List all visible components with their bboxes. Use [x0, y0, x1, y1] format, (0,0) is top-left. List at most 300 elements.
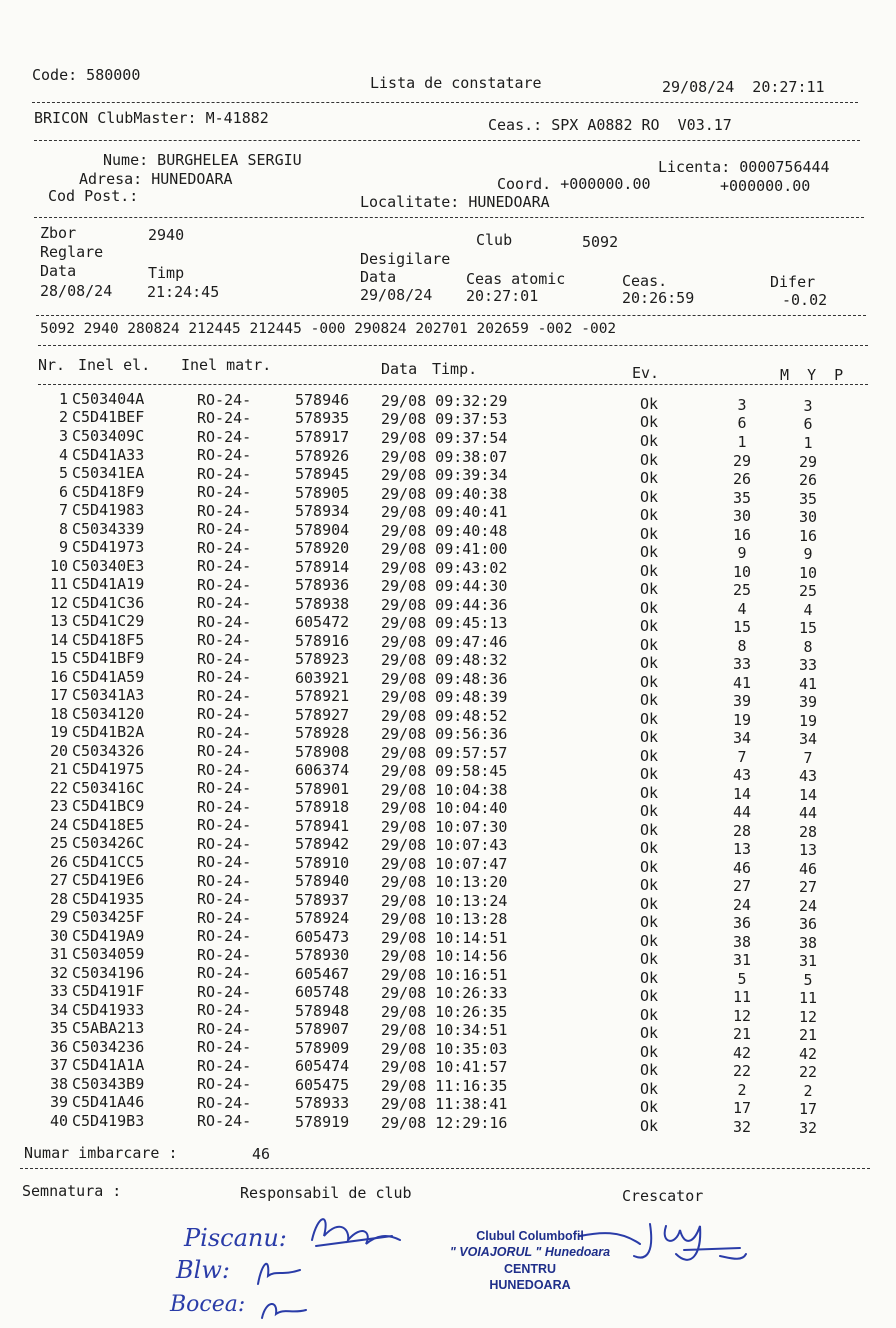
- ring-prefix: RO-24-: [197, 464, 252, 483]
- event-status: Ok: [640, 1005, 659, 1024]
- arrival-datetime: 29/08 09:56:36: [381, 725, 508, 744]
- ring-number: 578908: [295, 742, 350, 761]
- arrival-datetime: 29/08 09:44:36: [381, 595, 508, 614]
- event-status: Ok: [640, 543, 659, 562]
- ring-electronic: C5D418E5: [72, 815, 145, 834]
- ring-electronic: C5D41A46: [72, 1093, 145, 1112]
- rank-y: 27: [798, 878, 818, 897]
- row-number: 32: [49, 963, 68, 982]
- rank-y: 21: [798, 1026, 818, 1045]
- rank-y: 19: [798, 711, 818, 730]
- row-number: 37: [49, 1056, 68, 1075]
- arrival-datetime: 29/08 09:44:30: [381, 577, 508, 596]
- ring-prefix: RO-24-: [197, 501, 252, 520]
- ring-prefix: RO-24-: [197, 982, 252, 1001]
- rank-y: 22: [798, 1063, 818, 1082]
- event-status: Ok: [640, 672, 659, 691]
- rank-m: 36: [732, 914, 752, 933]
- row-number: 6: [58, 482, 68, 501]
- ring-prefix: RO-24-: [197, 575, 252, 594]
- rank-m: 16: [732, 525, 752, 544]
- owner-postcode: Cod Post.:: [48, 187, 139, 205]
- col-data: Data: [381, 360, 418, 378]
- rank-m: 26: [732, 470, 752, 489]
- atomic-clock-label: Ceas atomic: [466, 270, 566, 288]
- ring-electronic: C5D41B2A: [72, 723, 145, 742]
- ring-electronic: C5D4191F: [72, 982, 145, 1001]
- ring-prefix: RO-24-: [197, 408, 252, 427]
- rank-y: 31: [798, 952, 818, 971]
- owner-name: Nume: BURGHELEA SERGIU: [103, 151, 302, 169]
- rank-y: 34: [798, 730, 818, 749]
- ring-electronic: C503426C: [72, 834, 145, 853]
- stamp-line-1: Clubul Columbofil: [476, 1229, 584, 1243]
- event-status: Ok: [640, 950, 659, 969]
- ring-electronic: C5D41933: [72, 1000, 145, 1019]
- arrival-datetime: 29/08 10:07:30: [381, 817, 508, 836]
- row-number: 23: [49, 797, 68, 816]
- rank-m: 9: [737, 544, 747, 563]
- ring-prefix: RO-24-: [197, 908, 252, 927]
- rank-m: 39: [732, 692, 752, 711]
- row-number: 5: [58, 464, 68, 483]
- ring-number: 578935: [295, 409, 350, 428]
- ring-electronic: C503416C: [72, 778, 145, 797]
- ring-number: 578940: [295, 872, 350, 891]
- desigilare-date: 29/08/24: [360, 286, 433, 304]
- ring-electronic: C5034339: [72, 519, 145, 538]
- rank-y: 2: [803, 1081, 813, 1100]
- arrival-datetime: 29/08 11:38:41: [381, 1095, 508, 1114]
- rank-y: 13: [798, 841, 818, 860]
- ring-electronic: C5D41CC5: [72, 852, 145, 871]
- row-number: 25: [49, 834, 68, 853]
- rank-y: 14: [798, 785, 818, 804]
- rank-m: 3: [737, 396, 747, 414]
- arrival-datetime: 29/08 09:48:39: [381, 688, 508, 707]
- rank-m: 8: [737, 636, 747, 655]
- ring-number: 578920: [295, 539, 350, 558]
- ring-number: 578919: [295, 1112, 350, 1131]
- ring-electronic: C5D418F5: [72, 630, 145, 649]
- rank-m: 13: [732, 840, 752, 859]
- handwritten-name-3: Bocea:: [170, 1292, 246, 1317]
- ring-prefix: RO-24-: [197, 668, 252, 687]
- col-myp: M Y P: [780, 366, 844, 384]
- row-number: 9: [58, 538, 68, 557]
- row-number: 17: [49, 686, 68, 705]
- ring-number: 578904: [295, 520, 350, 539]
- rank-y: 43: [798, 767, 818, 786]
- desigilare-date-label: Data: [360, 268, 397, 286]
- rank-y: 8: [803, 637, 813, 656]
- arrival-datetime: 29/08 11:16:35: [381, 1076, 508, 1095]
- event-status: Ok: [640, 635, 659, 654]
- reglare-label: Reglare: [40, 243, 104, 261]
- event-status: Ok: [640, 524, 659, 543]
- rank-m: 22: [732, 1062, 752, 1081]
- row-number: 3: [58, 427, 68, 445]
- rank-m: 4: [737, 599, 747, 618]
- owner-locality: Localitate: HUNEDOARA: [360, 193, 550, 211]
- ring-electronic: C5D419B3: [72, 1111, 145, 1130]
- row-number: 7: [58, 501, 68, 520]
- rank-m: 46: [732, 858, 752, 877]
- row-number: 15: [49, 649, 68, 668]
- ring-number: 578930: [295, 946, 350, 965]
- ring-electronic: C50343B9: [72, 1074, 145, 1093]
- rank-y: 33: [798, 656, 818, 675]
- rank-y: 42: [798, 1044, 818, 1063]
- event-status: Ok: [640, 1042, 659, 1061]
- signature-scribble-3: [262, 1304, 306, 1318]
- ring-number: 578907: [295, 1020, 350, 1039]
- code-label: Code: 580000: [32, 66, 141, 84]
- rank-y: 35: [798, 489, 818, 508]
- rank-y: 11: [798, 989, 818, 1008]
- boarded-count: 46: [252, 1145, 271, 1163]
- signature-scribble-2: [258, 1264, 300, 1284]
- ring-electronic: C5D41C36: [72, 593, 145, 612]
- ring-number: 578941: [295, 816, 350, 835]
- event-status: Ok: [640, 820, 659, 839]
- ring-prefix: RO-24-: [197, 779, 252, 798]
- ring-number: 578918: [295, 798, 350, 817]
- ring-prefix: RO-24-: [197, 871, 252, 890]
- ring-number: 578914: [295, 557, 350, 576]
- rank-m: 12: [732, 1006, 752, 1025]
- print-datetime: 29/08/24 20:27:11: [662, 78, 825, 96]
- ring-prefix: RO-24-: [197, 631, 252, 650]
- rank-m: 6: [737, 414, 747, 433]
- ring-number: 605748: [295, 983, 350, 1002]
- row-number: 13: [49, 612, 68, 631]
- rank-y: 41: [798, 674, 818, 693]
- ring-electronic: C5034326: [72, 741, 145, 760]
- ring-prefix: RO-24-: [197, 483, 252, 502]
- rank-m: 38: [732, 932, 752, 951]
- event-status: Ok: [640, 802, 659, 821]
- ring-prefix: RO-24-: [197, 964, 252, 983]
- ring-prefix: RO-24-: [197, 1112, 252, 1131]
- arrival-datetime: 29/08 09:47:46: [381, 632, 508, 651]
- event-status: Ok: [640, 765, 659, 784]
- ring-prefix: RO-24-: [197, 834, 252, 853]
- event-status: Ok: [640, 913, 659, 932]
- event-status: Ok: [640, 876, 659, 895]
- event-status: Ok: [640, 395, 659, 413]
- rank-y: 1: [803, 434, 813, 452]
- ring-electronic: C5D41A1A: [72, 1056, 145, 1075]
- ring-prefix: RO-24-: [197, 594, 252, 613]
- rank-y: 30: [798, 508, 818, 527]
- ring-prefix: RO-24-: [197, 927, 252, 946]
- ring-prefix: RO-24-: [197, 1019, 252, 1038]
- rank-m: 33: [732, 655, 752, 674]
- row-number: 19: [49, 723, 68, 742]
- ring-electronic: C5D41A19: [72, 575, 145, 594]
- ring-prefix: RO-24-: [197, 1093, 252, 1112]
- ring-electronic: C5D41BF9: [72, 649, 145, 668]
- event-status: Ok: [640, 728, 659, 747]
- event-status: Ok: [640, 1116, 659, 1135]
- rank-y: 39: [798, 693, 818, 712]
- row-number: 26: [49, 852, 68, 871]
- row-number: 2: [58, 408, 68, 427]
- ring-prefix: RO-24-: [197, 446, 252, 465]
- ring-number: 578937: [295, 890, 350, 909]
- arrival-datetime: 29/08 12:29:16: [381, 1113, 508, 1132]
- ring-prefix: RO-24-: [197, 686, 252, 705]
- rank-y: 38: [798, 933, 818, 952]
- ring-prefix: RO-24-: [197, 520, 252, 539]
- ring-prefix: RO-24-: [197, 853, 252, 872]
- ring-number: 578948: [295, 1001, 350, 1020]
- arrival-datetime: 29/08 10:13:28: [381, 910, 508, 929]
- clubmaster-label: BRICON ClubMaster: M-41882: [34, 109, 269, 127]
- flight-label: Zbor: [40, 224, 77, 242]
- ring-prefix: RO-24-: [197, 1075, 252, 1094]
- rank-y: 29: [798, 452, 818, 471]
- arrival-datetime: 29/08 09:40:48: [381, 521, 508, 540]
- clock-time: 20:26:59: [622, 289, 695, 307]
- reglare-time-label: Timp: [148, 264, 185, 282]
- ring-prefix: RO-24-: [197, 760, 252, 779]
- ring-number: 578924: [295, 909, 350, 928]
- event-status: Ok: [640, 598, 659, 617]
- ring-prefix: RO-24-: [197, 742, 252, 761]
- row-number: 35: [49, 1019, 68, 1038]
- rank-m: 21: [732, 1025, 752, 1044]
- ring-number: 605474: [295, 1057, 350, 1076]
- reglare-date-label: Data: [40, 262, 77, 280]
- ring-number: 578926: [295, 446, 350, 465]
- document-title: Lista de constatare: [370, 74, 542, 92]
- ring-number: 578946: [295, 391, 350, 409]
- arrival-datetime: 29/08 09:37:53: [381, 410, 508, 429]
- ring-prefix: RO-24-: [197, 538, 252, 557]
- event-status: Ok: [640, 839, 659, 858]
- col-nr: Nr.: [38, 356, 66, 374]
- event-status: Ok: [640, 580, 659, 599]
- rank-y: 15: [798, 619, 818, 638]
- row-number: 29: [49, 908, 68, 927]
- arrival-datetime: 29/08 09:41:00: [381, 540, 508, 559]
- event-status: Ok: [640, 1098, 659, 1117]
- rank-y: 44: [798, 804, 818, 823]
- atomic-clock-time: 20:27:01: [466, 287, 539, 305]
- club-responsible-label: Responsabil de club: [240, 1184, 412, 1202]
- arrival-datetime: 29/08 09:39:34: [381, 466, 508, 485]
- ring-number: 605472: [295, 613, 350, 632]
- arrival-datetime: 29/08 09:57:57: [381, 743, 508, 762]
- arrival-datetime: 29/08 10:07:43: [381, 836, 508, 855]
- rank-y: 17: [798, 1100, 818, 1119]
- rank-y: 32: [798, 1118, 818, 1137]
- rank-m: 34: [732, 729, 752, 748]
- arrival-datetime: 29/08 10:26:35: [381, 1002, 508, 1021]
- boarded-label: Numar imbarcare :: [24, 1144, 178, 1162]
- rank-m: 31: [732, 951, 752, 970]
- ring-number: 578938: [295, 594, 350, 613]
- clock-label: Ceas.: SPX A0882 RO V03.17: [488, 116, 732, 134]
- row-number: 10: [49, 556, 68, 575]
- ring-prefix: RO-24-: [197, 1038, 252, 1057]
- arrival-datetime: 29/08 09:40:38: [381, 484, 508, 503]
- ring-electronic: C5D41A33: [72, 445, 145, 464]
- ring-electronic: C5D419A9: [72, 926, 145, 945]
- event-status: Ok: [640, 783, 659, 802]
- rank-m: 11: [732, 988, 752, 1007]
- reglare-date: 28/08/24: [40, 282, 113, 300]
- ring-prefix: RO-24-: [197, 705, 252, 724]
- event-status: Ok: [640, 413, 659, 432]
- ring-prefix: RO-24-: [197, 612, 252, 631]
- row-number: 12: [49, 593, 68, 612]
- row-number: 38: [49, 1074, 68, 1093]
- ring-prefix: RO-24-: [197, 816, 252, 835]
- row-number: 18: [49, 704, 68, 723]
- arrival-datetime: 29/08 09:38:07: [381, 447, 508, 466]
- owner-coord-2: +000000.00: [720, 177, 811, 195]
- signature-scribble-breeder: [634, 1224, 746, 1260]
- stamp-line-3: CENTRU: [503, 1261, 557, 1276]
- handwritten-name-1: Piscanu:: [184, 1224, 287, 1252]
- ring-number: 605467: [295, 964, 350, 983]
- rank-m: 5: [737, 969, 747, 988]
- ring-prefix: RO-24-: [197, 390, 252, 409]
- ring-electronic: C503425F: [72, 908, 145, 927]
- rank-y: 4: [803, 600, 813, 619]
- rank-y: 6: [803, 415, 813, 434]
- ring-number: 578945: [295, 465, 350, 484]
- rank-m: 7: [737, 747, 747, 766]
- rank-y: 3: [803, 397, 813, 415]
- rank-y: 16: [798, 526, 818, 545]
- ring-number: 578942: [295, 835, 350, 854]
- ring-number: 578923: [295, 650, 350, 669]
- stamp-line-4: HUNEDOARA: [489, 1277, 571, 1292]
- ring-number: 578934: [295, 502, 350, 521]
- arrival-datetime: 29/08 10:16:51: [381, 965, 508, 984]
- ring-electronic: C50341EA: [72, 464, 145, 483]
- event-status: Ok: [640, 469, 659, 488]
- clock-label-2: Ceas.: [622, 272, 668, 290]
- rank-y: 46: [798, 859, 818, 878]
- ring-electronic: C5D41C29: [72, 612, 145, 631]
- ring-electronic: C5D41BC9: [72, 797, 145, 816]
- rank-m: 44: [732, 803, 752, 822]
- rank-y: 25: [798, 582, 818, 601]
- rank-m: 29: [732, 451, 752, 470]
- rank-m: 2: [737, 1080, 747, 1099]
- rank-m: 32: [732, 1117, 752, 1136]
- arrival-datetime: 29/08 09:45:13: [381, 614, 508, 633]
- rank-m: 1: [737, 433, 747, 451]
- owner-license: Licenta: 0000756444: [658, 158, 830, 176]
- ring-number: 605473: [295, 927, 350, 946]
- ring-number: 578910: [295, 853, 350, 872]
- ring-electronic: C5D41975: [72, 760, 145, 779]
- ring-electronic: C5D41BEF: [72, 408, 145, 427]
- ring-electronic: C5D41935: [72, 889, 145, 908]
- rank-y: 26: [798, 471, 818, 490]
- event-status: Ok: [640, 857, 659, 876]
- breeder-label: Crescator: [622, 1187, 704, 1205]
- rank-m: 30: [732, 507, 752, 526]
- col-ev: Ev.: [632, 364, 660, 382]
- arrival-datetime: 29/08 10:04:40: [381, 799, 508, 818]
- ring-number: 578927: [295, 705, 350, 724]
- club-label: Club: [476, 231, 513, 249]
- ring-electronic: C5034196: [72, 963, 145, 982]
- row-number: 28: [49, 889, 68, 908]
- rank-m: 35: [732, 488, 752, 507]
- arrival-datetime: 29/08 10:13:24: [381, 891, 508, 910]
- arrival-datetime: 29/08 10:13:20: [381, 873, 508, 892]
- arrival-datetime: 29/08 09:48:52: [381, 706, 508, 725]
- event-status: Ok: [640, 1079, 659, 1098]
- row-number: 14: [49, 630, 68, 649]
- row-number: 36: [49, 1037, 68, 1056]
- rank-y: 24: [798, 896, 818, 915]
- row-number: 30: [49, 926, 68, 945]
- event-status: Ok: [640, 746, 659, 765]
- owner-address: Adresa: HUNEDOARA: [79, 170, 233, 188]
- event-status: Ok: [640, 617, 659, 636]
- rank-m: 14: [732, 784, 752, 803]
- event-status: Ok: [640, 1024, 659, 1043]
- event-status: Ok: [640, 987, 659, 1006]
- ring-number: 578905: [295, 483, 350, 502]
- arrival-datetime: 29/08 10:41:57: [381, 1058, 508, 1077]
- desigilare-label: Desigilare: [360, 250, 451, 268]
- row-number: 16: [49, 667, 68, 686]
- event-status: Ok: [640, 487, 659, 506]
- ring-number: 578921: [295, 687, 350, 706]
- ring-number: 578928: [295, 724, 350, 743]
- ring-electronic: C5D418F9: [72, 482, 145, 501]
- summary-line: 5092 2940 280824 212445 212445 -000 290824 202701 202659 -002 -002: [40, 321, 617, 337]
- col-timp: Timp.: [432, 360, 478, 378]
- ring-prefix: RO-24-: [197, 890, 252, 909]
- event-status: Ok: [640, 654, 659, 673]
- event-status: Ok: [640, 506, 659, 525]
- owner-coord-1: Coord. +000000.00: [497, 175, 651, 193]
- arrival-datetime: 29/08 09:32:29: [381, 392, 508, 410]
- arrival-datetime: 29/08 09:37:54: [381, 429, 508, 447]
- ring-electronic: C5D41A59: [72, 667, 145, 686]
- row-number: 31: [49, 945, 68, 964]
- ring-number: 603921: [295, 668, 350, 687]
- rank-y: 12: [798, 1007, 818, 1026]
- club-stamp: [430, 1228, 630, 1293]
- row-number: 34: [49, 1000, 68, 1019]
- ring-prefix: RO-24-: [197, 557, 252, 576]
- arrival-datetime: 29/08 10:35:03: [381, 1039, 508, 1058]
- arrival-datetime: 29/08 10:34:51: [381, 1021, 508, 1040]
- rank-m: 42: [732, 1043, 752, 1062]
- rank-m: 24: [732, 895, 752, 914]
- row-number: 21: [49, 760, 68, 779]
- rank-m: 25: [732, 581, 752, 600]
- col-inel-el: Inel el.: [78, 356, 151, 374]
- flight-number: 2940: [148, 226, 185, 244]
- ring-electronic: C5D41973: [72, 538, 145, 557]
- rank-m: 10: [732, 562, 752, 581]
- event-status: Ok: [640, 432, 659, 450]
- row-number: 4: [58, 445, 68, 464]
